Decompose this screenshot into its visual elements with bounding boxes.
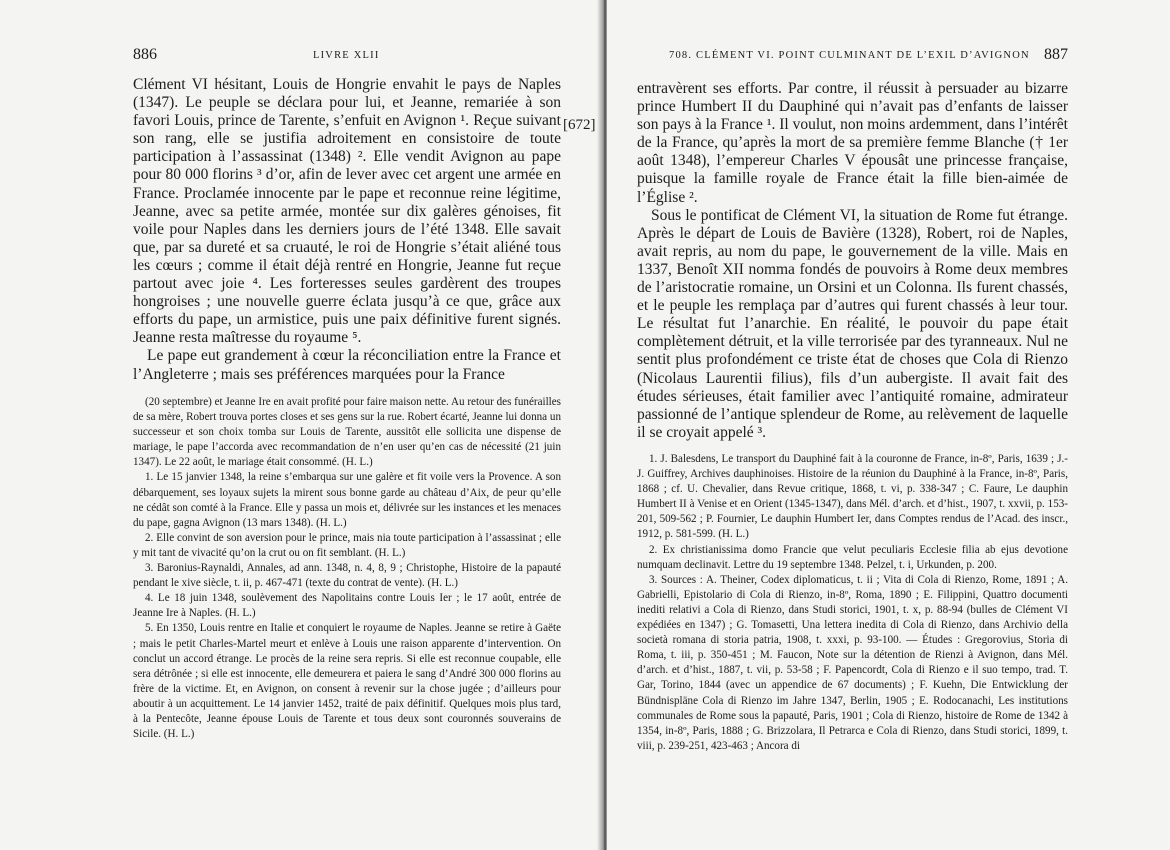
main-text-right — [637, 80, 1068, 442]
footnotes-left — [133, 395, 561, 742]
footnote: 3. Sources : A. Theiner, Codex diplomaticus, t. ii ; Vita di Cola di Rienzo, Rome, 1891 ; A. Gabrielli, Epistolario di Cola di Rienzo, in-8º, Roma, 1890 ; E. Filippini, Quattro documenti inediti relativi a Cola di Rienzo, dans Studi storici, 1901, t. x, p. 88-94 (bulles de Clément VI expédiées en 1347) ; G. Tomasetti, Una lettera inedita di Cola di Rienzo, dans Archivio della società romana di storia patria, 1908, t. xxxi, p. 93-100. — Études : Gregorovius, Storia di Roma, t. iii, p. 350-451 ; M. Faucon, Note sur la détention de Rienzi à Avignon, dans Mél. d’arch. et d’hist., 1887, t. vii, p. 53-58 ; F. Papencordt, Cola di Rienzo e il suo tempo, trad. T. Gar, Torino, 1844 (avec un appendice de 67 documents) ; F. Kuehn, Die Entwicklung der Bündnispläne Cola di Rienzo im Jahre 1347, Berlin, 1905 ; E. Rodocanachi, Les institutions communales de Rome sous la papauté, Paris, 1901 ; Cola di Rienzo, histoire de Rome de 1342 à 1354, in-8º, Paris, 1888 ; G. Brizzolara, Il Petrarca e Cola di Rienzo, dans Studi storici, 1899, t. viii, p. 239-251, 423-463 ; Ancora di — [637, 573, 1068, 752]
main-text-left — [133, 76, 561, 384]
footnote: 3. Baronius-Raynaldi, Annales, ad ann. 1348, n. 4, 8, 9 ; Christophe, Histoire de la papauté pendant le xive siècle, t. ii, p. 467-471 (texte du contrat de vente). (H. L.) — [133, 562, 561, 590]
footnotes-right — [637, 452, 1068, 754]
footnote: 5. En 1350, Louis rentre en Italie et conquiert le royaume de Naples. Jeanne se retire à Gaëte ; mais le petit Charles-Martel meurt et enlève à Louis une raison apparente d’intervention. On conclut un accord étrange. Le procès de la reine sera repris. Si elle est reconnue coupable, elle sera détrônée ; si elle est innocente, elle demeurera et paiera le sang d’André 300 000 florins au frère de la victime. Et, en Avignon, on consent à revenir sur la chose jugée ; d’ailleurs pour aboutir à un acquittement. Le 14 janvier 1452, traité de paix définitif. Quelques mois plus tard, à la Pentecôte, Jeanne épouse Louis de Tarente et tous deux sont couronnés souverains de Sicile. (H. L.) — [133, 622, 561, 741]
paragraph: Le pape eut grandement à cœur la réconciliation entre la France et l’Angleterre ; mais ses préférences marquées pour la France — [133, 347, 561, 383]
paragraph: entravèrent ses efforts. Par contre, il réussit à persuader au bizarre prince Humbert II du Dauphiné qui n’avait pas d’enfants de laisser son pays à la France ¹. Il voulut, non moins ardemment, dans l’intérêt de la France, qu’après la mort de sa première femme Blanche († 1er août 1348), l’empereur Charles V épousât une princesse française, puisque la famille royale de France était la fille bien-aimée de l’Église ². — [637, 80, 1068, 206]
page-number-right: 887 — [1044, 46, 1068, 63]
footnote: 1. J. Balesdens, Le transport du Dauphiné fait à la couronne de France, in-8º, Paris, 1639 ; J.-J. Guiffrey, Archives dauphinoises. Histoire de la réunion du Dauphiné à la France, in-8º, Paris, 1868 ; cf. U. Chevalier, dans Revue critique, 1868, t. vi, p. 338-347 ; C. Faure, Le dauphin Humbert II à Venise et en Orient (1345-1347), dans Mél. d’arch. et d’hist., 1907, t. xxvii, p. 153-201, 509-562 ; P. Fournier, Le dauphin Humbert Ier, dans Comptes rendus de l’Acad. des inscr., 1912, p. 581-599. (H. L.) — [637, 453, 1068, 541]
footnote: 4. Le 18 juin 1348, soulèvement des Napolitains contre Louis Ier ; le 17 août, entrée de Jeanne Ire à Naples. (H. L.) — [133, 592, 561, 620]
margin-note: [672] — [563, 117, 596, 133]
page-number-left: 886 — [133, 46, 157, 63]
footnote: 1. Le 15 janvier 1348, la reine s’embarqua sur une galère et fit voile vers la Provence. A son débarquement, ses loyaux sujets la mirent sous bonne garde au château d’Aix, de peur qu’elle ne cédât son comté à la France. Elle y passa un mois et, délivrée sur les instances et les menaces du pape, gagna Avignon (13 mars 1348). (H. L.) — [133, 471, 561, 529]
footnote: 2. Ex christianissima domo Francie que velut peculiaris Ecclesie filia ab ejus devotione numquam declinavit. Lettre du 19 septembre 1348. Pelzel, t. i, Urkunden, p. 200. — [637, 543, 1068, 571]
running-head-right: 708. CLÉMENT VI. POINT CULMINANT DE L’EXIL D’AVIGNON — [669, 50, 1030, 61]
paragraph: Sous le pontificat de Clément VI, la situation de Rome fut étrange. Après le départ de Louis de Bavière (1328), Robert, roi de Naples, avait repris, au nom du pape, le gouvernement de la ville. Mais en 1337, Benoît XII nomma fondés de pouvoirs à Rome deux membres de l’aristocratie romaine, un Orsini et un Colonna. Ils furent chassés, et le peuple les remplaça par d’autres qui furent chassés à leur tour. Le résultat fut l’anarchie. En réalité, le pouvoir du pape était complètement détruit, et la ville terrorisée par des tyranneaux. Nul ne sentit plus profondément ce triste état de choses que Cola di Rienzo (Nicolaus Laurentii filius), fils d’un aubergiste. Il avait fait des études sérieuses, était familier avec l’antiquité romaine, admirateur passionné de l’antique splendeur de Rome, au relèvement de laquelle il se croyait appelé ³. — [637, 206, 1068, 441]
footnote: (20 septembre) et Jeanne Ire en avait profité pour faire maison nette. Au retour des funérailles de sa mère, Robert trouva portes closes et ses gens sur la rue. Robert écarté, Jeanne lui donna un successeur et son choix tomba sur Louis de Tarente, aussitôt elle sollicita une dispense de mariage, le pape l’accorda avec recommandation de n’en user qu’en cas de nécessité (21 juin 1347). Le 22 août, le mariage était consommé. (H. L.) — [133, 396, 561, 469]
right-page — [607, 0, 1170, 850]
running-head-left: LIVRE XLII — [313, 50, 380, 61]
footnote: 2. Elle convint de son aversion pour le prince, mais nia toute participation à l’assassinat ; elle y mit tant de vivacité qu’on la crut ou on fit semblant. (H. L.) — [133, 531, 561, 559]
paragraph: Clément VI hésitant, Louis de Hongrie envahit le pays de Naples (1347). Le peuple se déclara pour lui, et Jeanne, remariée à son favori Louis, prince de Tarente, s’enfuit en Avignon ¹. Reçue suivant son rang, elle se justifia adroitement en consistoire de toute participation à l’assassinat (1348) ². Elle vendit Avignon au pape pour 80 000 florins ³ d’or, afin de lever avec cet argent une armée en France. Proclamée innocente par le pape et reconnue reine légitime, Jeanne, avec sa petite armée, montée sur dix galères génoises, fit voile pour Naples dans les derniers jours de l’été 1348. Elle savait que, par sa dureté et sa cruauté, le roi de Hongrie s’était aliéné tous les cœurs ; comme il était déjà rentré en Hongrie, Jeanne fut reçue partout avec joie ⁴. Les forteresses seules gardèrent des troupes hongroises ; une nouvelle guerre éclata jusqu’à ce que, grâce aux efforts du pape, un armistice, puis une paix définitive furent signés. Jeanne resta maîtresse du royaume ⁵. — [133, 76, 561, 347]
